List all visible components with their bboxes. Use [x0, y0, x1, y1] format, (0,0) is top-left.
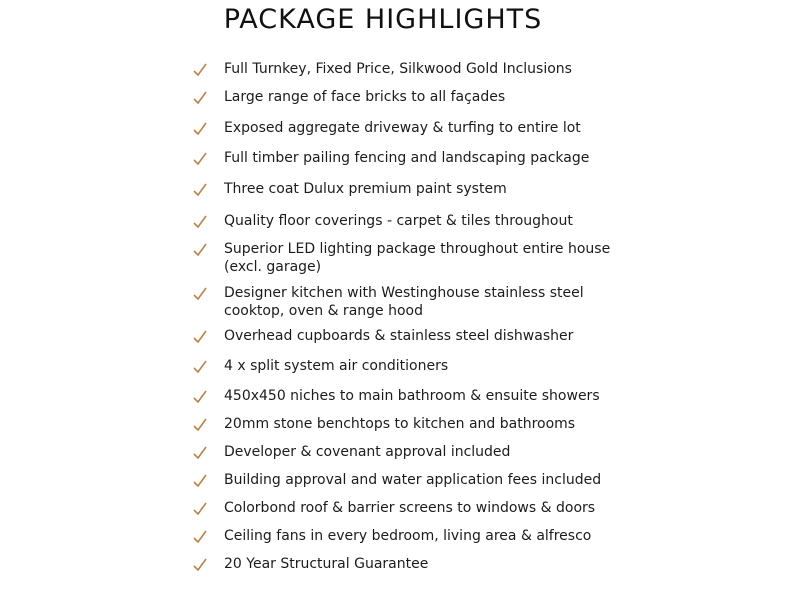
checkmark-icon: [193, 90, 207, 106]
checkmark-icon: [193, 121, 207, 137]
checkmark-icon: [193, 557, 207, 573]
checkmark-icon: [193, 473, 207, 489]
list-item-label: Ceiling fans in every bedroom, living area & alfresco: [224, 528, 592, 544]
checkmark-icon: [193, 182, 207, 198]
list-item-label: Full Turnkey, Fixed Price, Silkwood Gold Inclusions: [224, 61, 572, 77]
list-item-label: Building approval and water application fees included: [224, 472, 602, 488]
checkmark-icon: [193, 501, 207, 517]
list-item-label: Three coat Dulux premium paint system: [224, 181, 507, 197]
page-title: PACKAGE HIGHLIGHTS: [223, 4, 543, 35]
checkmark-icon: [193, 214, 207, 230]
list-item-label: Exposed aggregate driveway & turfing to entire lot: [224, 120, 581, 136]
checkmark-icon: [193, 329, 207, 345]
checkmark-icon: [193, 151, 207, 167]
list-item-label: Developer & covenant approval included: [224, 444, 511, 460]
list-item-label: Large range of face bricks to all façades: [224, 89, 506, 105]
list-item-label: 450x450 niches to main bathroom & ensuite showers: [224, 388, 600, 404]
list-item-label: Overhead cupboards & stainless steel dishwasher: [224, 328, 574, 344]
checkmark-icon: [193, 417, 207, 433]
checkmark-icon: [193, 242, 207, 258]
list-item-label: 20 Year Structural Guarantee: [224, 556, 429, 572]
checkmark-icon: [193, 62, 207, 78]
list-item-label: Colorbond roof & barrier screens to windows & doors: [224, 500, 596, 516]
list-item-label: Full timber pailing fencing and landscaping package: [224, 150, 590, 166]
checkmark-icon: [193, 445, 207, 461]
checkmark-icon: [193, 389, 207, 405]
checkmark-icon: [193, 359, 207, 375]
list-item-label: Superior LED lighting package throughout entire house (excl. garage): [224, 241, 611, 275]
list-item-label: 20mm stone benchtops to kitchen and bathrooms: [224, 416, 576, 432]
list-item-label: Quality floor coverings - carpet & tiles throughout: [224, 213, 573, 229]
checkmark-icon: [193, 286, 207, 302]
list-item-label: Designer kitchen with Westinghouse stainless steel cooktop, oven & range hood: [224, 285, 584, 319]
checkmark-icon: [193, 529, 207, 545]
list-item-label: 4 x split system air conditioners: [224, 358, 449, 374]
